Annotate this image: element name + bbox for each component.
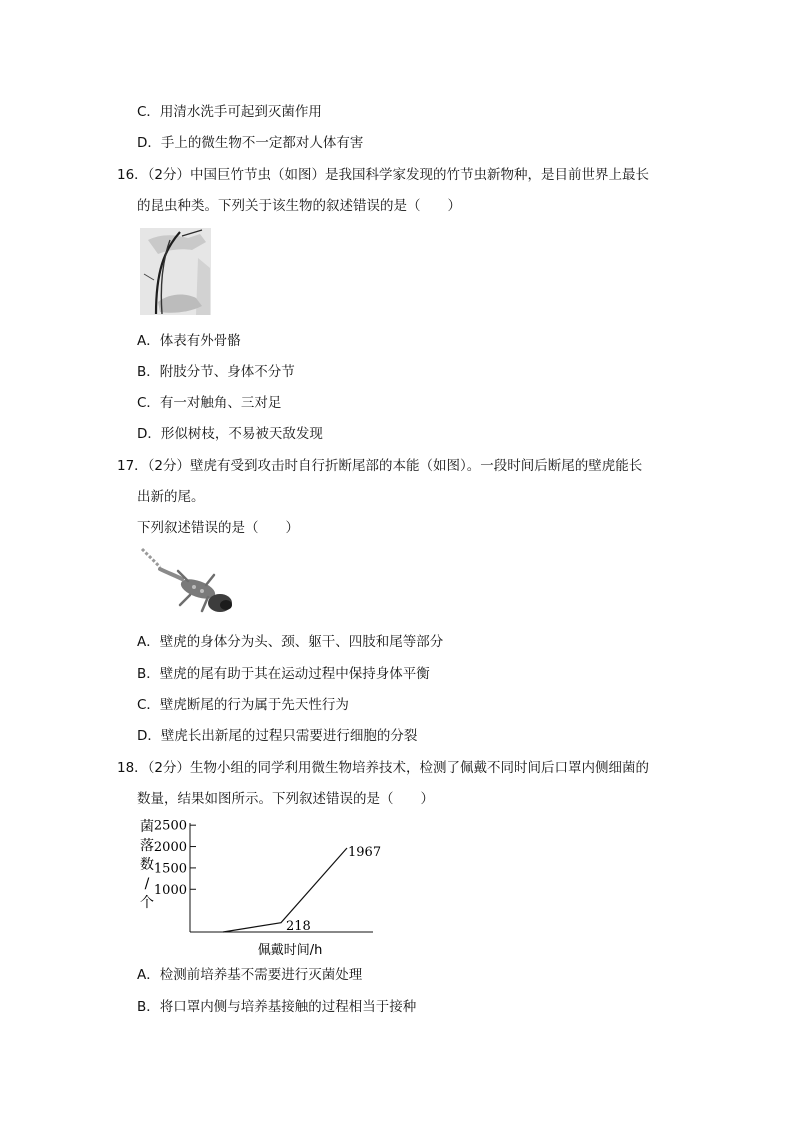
- data-labels: [286, 845, 381, 934]
- q16-option-d: D．形似树枝，不易被天敌发现: [137, 426, 323, 442]
- q16-option-a: A．体表有外骨骼: [137, 333, 241, 349]
- q17-option-a: A．壁虎的身体分为头、颈、躯干、四肢和尾等部分: [137, 634, 444, 650]
- y-tick-label: 2500: [153, 818, 187, 834]
- gecko-photo: [138, 545, 236, 619]
- q17-option-d: D．壁虎长出新尾的过程只需要进行细胞的分裂: [137, 728, 418, 744]
- q17-option-c: C．壁虎断尾的行为属于先天性行为: [137, 697, 349, 713]
- q18-option-b: B．将口罩内侧与培养基接触的过程相当于接种: [137, 999, 417, 1015]
- q15-option-d: D．手上的微生物不一定都对人体有害: [137, 135, 364, 151]
- q18-stem-line2: 数量，结果如图所示。下列叙述错误的是（ ）: [137, 791, 434, 807]
- q16-stem-line1: 16．（2分）中国巨竹节虫（如图）是我国科学家发现的竹节虫新物种，是目前世界上最长: [117, 167, 650, 183]
- bacteria-count-chart: [128, 815, 383, 960]
- q15-option-c: C．用清水洗手可起到灭菌作用: [137, 104, 322, 120]
- y-axis-label-char: 数: [140, 857, 154, 873]
- q17-stem-line2: 出新的尾。: [137, 489, 205, 505]
- y-tick-label: 1000: [153, 882, 187, 898]
- data-label: 218: [286, 919, 311, 934]
- q18-stem-line1: 18．（2分）生物小组的同学利用微生物培养技术，检测了佩戴不同时间后口罩内侧细菌的: [117, 760, 650, 776]
- q16-option-b: B．附肢分节、身体不分节: [137, 364, 295, 380]
- y-axis-label: [140, 819, 154, 911]
- stick-insect-photo: [140, 228, 211, 315]
- data-label: 1967: [348, 845, 382, 860]
- y-axis-label-char: /: [144, 876, 150, 892]
- q16-option-c: C．有一对触角、三对足: [137, 395, 282, 411]
- q16-stem-line2: 的昆虫种类。下列关于该生物的叙述错误的是（ ）: [137, 198, 461, 214]
- y-axis-label-char: 菌: [140, 819, 154, 835]
- q17-stem-line3: 下列叙述错误的是（ ）: [137, 520, 299, 536]
- q17-option-b: B．壁虎的尾有助于其在运动过程中保持身体平衡: [137, 666, 430, 682]
- y-axis-label-char: 个: [140, 895, 154, 911]
- y-tick-label: 2000: [153, 840, 187, 856]
- q18-option-a: A．检测前培养基不需要进行灭菌处理: [137, 967, 363, 983]
- series-line: [223, 848, 347, 932]
- y-axis-label-char: 落: [140, 838, 154, 854]
- y-tick-label: 1500: [153, 861, 187, 877]
- x-axis-label: 佩戴时间/h: [257, 943, 323, 958]
- q17-stem-line1: 17．（2分）壁虎有受到攻击时自行折断尾部的本能（如图）。一段时间后断尾的壁虎能长: [117, 458, 643, 474]
